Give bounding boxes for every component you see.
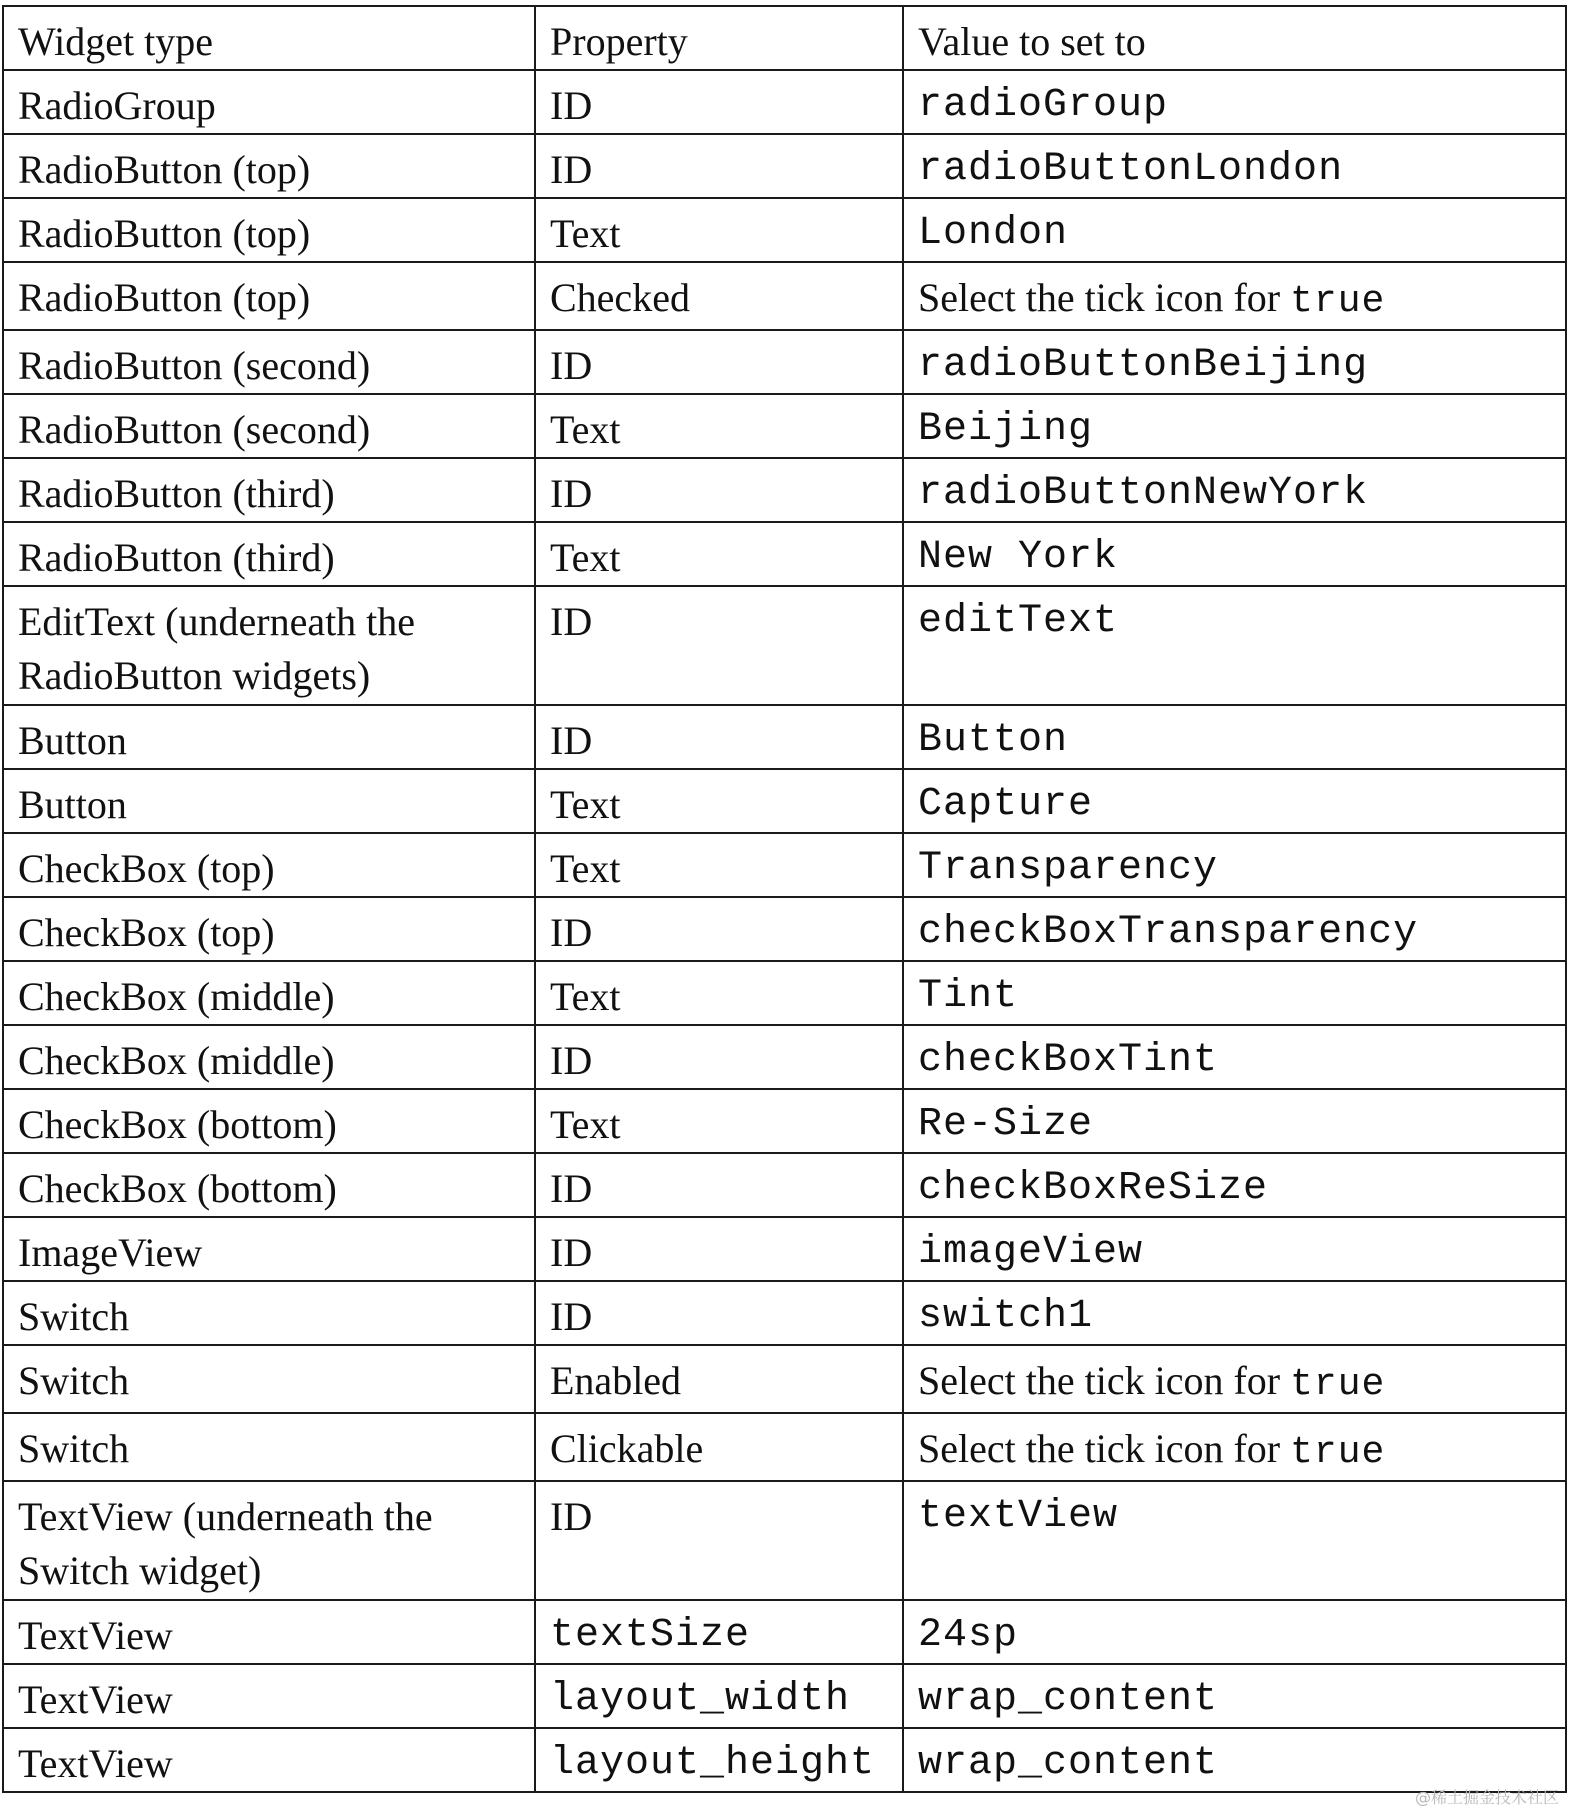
value-cell: textView xyxy=(903,1481,1566,1600)
widget-type-cell: CheckBox (middle) xyxy=(3,961,535,1025)
property-cell: ID xyxy=(535,1481,903,1600)
property-cell: layout_height xyxy=(535,1728,903,1792)
table-row xyxy=(3,705,1566,769)
widget-type-cell: RadioButton (second) xyxy=(3,394,535,458)
value-cell: wrap_content xyxy=(903,1728,1566,1792)
widget-type-cell: RadioButton (top) xyxy=(3,198,535,262)
property-cell: Enabled xyxy=(535,1345,903,1413)
widget-type-cell: CheckBox (bottom) xyxy=(3,1153,535,1217)
property-cell: ID xyxy=(535,1025,903,1089)
widget-type-cell: ImageView xyxy=(3,1217,535,1281)
property-cell: Text xyxy=(535,833,903,897)
property-cell: Text xyxy=(535,198,903,262)
widget-type-cell: Switch xyxy=(3,1413,535,1481)
widget-type-cell: Switch xyxy=(3,1281,535,1345)
watermark: @稀土掘金技术社区 xyxy=(1414,1788,1559,1807)
property-cell: Text xyxy=(535,961,903,1025)
widget-type-cell: CheckBox (top) xyxy=(3,833,535,897)
header-value: Value to set to xyxy=(903,6,1566,70)
value-cell: 24sp xyxy=(903,1600,1566,1664)
table-row xyxy=(3,897,1566,961)
table-row xyxy=(3,1413,1566,1481)
value-cell: Capture xyxy=(903,769,1566,833)
table-row xyxy=(3,833,1566,897)
widget-type-cell: CheckBox (top) xyxy=(3,897,535,961)
table-header-row xyxy=(3,6,1566,70)
value-cell: Button xyxy=(903,705,1566,769)
widget-properties-table xyxy=(2,5,1567,1793)
property-cell: ID xyxy=(535,1153,903,1217)
value-cell: radioGroup xyxy=(903,70,1566,134)
table-row xyxy=(3,458,1566,522)
widget-type-cell: RadioButton (second) xyxy=(3,330,535,394)
value-cell: radioButtonLondon xyxy=(903,134,1566,198)
value-note-text: Select the tick icon for xyxy=(918,275,1291,320)
value-code-true: true xyxy=(1290,1431,1386,1474)
value-cell xyxy=(903,1345,1566,1413)
value-cell: checkBoxTint xyxy=(903,1025,1566,1089)
property-cell: Text xyxy=(535,394,903,458)
widget-type-cell: TextView (underneath the Switch widget) xyxy=(3,1481,535,1600)
table-row xyxy=(3,394,1566,458)
table-row xyxy=(3,769,1566,833)
property-cell: ID xyxy=(535,705,903,769)
value-cell: radioButtonBeijing xyxy=(903,330,1566,394)
table-row xyxy=(3,262,1566,330)
value-cell: Transparency xyxy=(903,833,1566,897)
widget-type-cell: Button xyxy=(3,769,535,833)
widget-type-cell: TextView xyxy=(3,1664,535,1728)
value-code-true: true xyxy=(1290,280,1386,323)
value-cell: editText xyxy=(903,586,1566,705)
table-row xyxy=(3,134,1566,198)
table-row xyxy=(3,70,1566,134)
widget-type-cell: RadioButton (top) xyxy=(3,134,535,198)
value-cell: checkBoxReSize xyxy=(903,1153,1566,1217)
value-cell: checkBoxTransparency xyxy=(903,897,1566,961)
value-note-text: Select the tick icon for xyxy=(918,1358,1291,1403)
property-cell: Text xyxy=(535,1089,903,1153)
value-cell xyxy=(903,1413,1566,1481)
property-cell: layout_width xyxy=(535,1664,903,1728)
table-row xyxy=(3,1281,1566,1345)
table-row xyxy=(3,1664,1566,1728)
widget-type-cell: EditText (underneath the RadioButton widgets) xyxy=(3,586,535,705)
widget-type-cell: TextView xyxy=(3,1728,535,1792)
property-cell: Text xyxy=(535,769,903,833)
table-row xyxy=(3,1217,1566,1281)
header-widget-type: Widget type xyxy=(3,6,535,70)
table-row xyxy=(3,1728,1566,1792)
widget-type-cell: TextView xyxy=(3,1600,535,1664)
property-cell: ID xyxy=(535,70,903,134)
property-cell: ID xyxy=(535,330,903,394)
property-cell: Text xyxy=(535,522,903,586)
property-cell: ID xyxy=(535,134,903,198)
widget-type-cell: CheckBox (bottom) xyxy=(3,1089,535,1153)
property-cell: ID xyxy=(535,458,903,522)
widget-type-cell: Button xyxy=(3,705,535,769)
table-row xyxy=(3,1600,1566,1664)
table-row xyxy=(3,1481,1566,1600)
widget-type-cell: RadioButton (third) xyxy=(3,522,535,586)
property-cell: ID xyxy=(535,1281,903,1345)
property-cell: ID xyxy=(535,586,903,705)
value-cell: wrap_content xyxy=(903,1664,1566,1728)
value-cell: Beijing xyxy=(903,394,1566,458)
value-cell xyxy=(903,262,1566,330)
value-code-true: true xyxy=(1290,1363,1386,1406)
widget-type-cell: RadioButton (third) xyxy=(3,458,535,522)
table-row xyxy=(3,586,1566,705)
table-row xyxy=(3,522,1566,586)
widget-type-cell: RadioButton (top) xyxy=(3,262,535,330)
table-row xyxy=(3,198,1566,262)
header-property: Property xyxy=(535,6,903,70)
value-cell: imageView xyxy=(903,1217,1566,1281)
value-cell: Re-Size xyxy=(903,1089,1566,1153)
property-cell: ID xyxy=(535,1217,903,1281)
table-row xyxy=(3,1025,1566,1089)
table-row xyxy=(3,1153,1566,1217)
value-cell: New York xyxy=(903,522,1566,586)
widget-properties-sheet xyxy=(2,5,1565,1793)
value-cell: London xyxy=(903,198,1566,262)
value-cell: Tint xyxy=(903,961,1566,1025)
widget-type-cell: RadioGroup xyxy=(3,70,535,134)
property-cell: Checked xyxy=(535,262,903,330)
value-cell: switch1 xyxy=(903,1281,1566,1345)
table-row xyxy=(3,1345,1566,1413)
widget-type-cell: CheckBox (middle) xyxy=(3,1025,535,1089)
widget-type-cell: Switch xyxy=(3,1345,535,1413)
table-row xyxy=(3,330,1566,394)
property-cell: ID xyxy=(535,897,903,961)
property-cell: Clickable xyxy=(535,1413,903,1481)
value-cell: radioButtonNewYork xyxy=(903,458,1566,522)
value-note-text: Select the tick icon for xyxy=(918,1426,1291,1471)
table-row xyxy=(3,1089,1566,1153)
property-cell: textSize xyxy=(535,1600,903,1664)
table-row xyxy=(3,961,1566,1025)
